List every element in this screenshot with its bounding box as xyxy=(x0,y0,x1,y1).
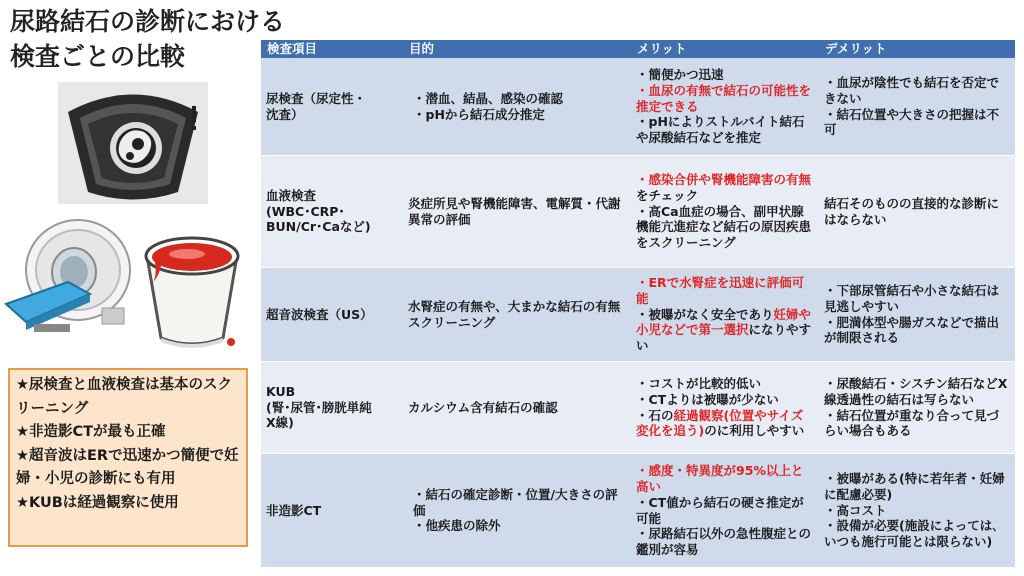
item-line: BUN/Cr･Caなど) xyxy=(266,219,371,235)
cell-purpose xyxy=(403,454,631,568)
item-line: (腎･尿管･膀胱単純 xyxy=(266,399,372,415)
item-line: X線) xyxy=(266,415,294,431)
merit-line: ・CT値から結石の硬さ推定が可能 xyxy=(636,494,804,526)
item-line: 尿検査（尿定性・ xyxy=(266,90,367,106)
demerit-line: ・下部尿管結石や小さな結石は見逃しやすい xyxy=(824,282,1000,314)
demerit-line: ・結石位置や大きさの把握は不可 xyxy=(824,106,1000,138)
merit-line: ・高Ca血症の場合、副甲状腺機能亢進症など結石の原因疾患をスクリーニング xyxy=(636,203,812,251)
cell-merits xyxy=(631,268,819,362)
purpose-line: ・潜血、結晶、感染の確認 xyxy=(413,90,564,106)
merit-line: ・血尿の有無で結石の可能性を推定できる xyxy=(636,82,812,114)
demerit-line: ・肥満体型や腸ガスなどで描出が制限される xyxy=(824,314,1000,346)
header-purpose: 目的 xyxy=(403,40,631,58)
comparison-table xyxy=(261,40,1015,568)
merit-line: ・ERで水腎症を迅速に評価可能 xyxy=(636,275,805,306)
cell-demerits xyxy=(819,268,1015,362)
merit-line: ・尿路結石以外の急性腹症との鑑別が容易 xyxy=(636,526,812,558)
merit-red: ・感染合併や腎機能障害の有無 xyxy=(636,172,812,187)
page-title xyxy=(10,4,286,74)
item-line: 沈査） xyxy=(266,106,304,122)
merit-after: になりやすい xyxy=(636,322,812,354)
merit-suffix: をチェック xyxy=(636,187,699,203)
item-line: KUB xyxy=(266,383,296,399)
purpose-line: ・結石の確定診断・位置/大きさの評価 xyxy=(413,486,618,518)
summary-line: ★非造影CTが最も正確 xyxy=(16,424,166,440)
demerit-line: ・被曝がある(特に若年者・妊婦に配慮必要) xyxy=(824,471,1005,502)
merit-after: のに利用しやすい xyxy=(704,423,805,439)
item-line: 非造影CT xyxy=(266,502,322,518)
demerit-line: ・血尿が陰性でも結石を否定できない xyxy=(824,74,1000,106)
cell-item xyxy=(261,454,403,568)
cell-item xyxy=(261,362,403,454)
demerit-line: ・高コスト xyxy=(824,502,887,518)
summary-line: ★尿検査と血液検査は基本のスクリーニング xyxy=(16,377,232,417)
ultrasound-illustration xyxy=(58,82,208,204)
cell-purpose xyxy=(403,362,631,454)
cell-demerits xyxy=(819,454,1015,568)
cell-merits xyxy=(631,156,819,268)
purpose-line: 炎症所見や腎機能障害、電解質・代謝異常の評価 xyxy=(408,195,621,227)
cell-item xyxy=(261,58,403,156)
purpose-line: カルシウム含有結石の確認 xyxy=(408,399,558,415)
header-demerits: デメリット xyxy=(819,40,1015,58)
merit-line: ・感度・特異度が95%以上と高い xyxy=(636,463,804,494)
demerit-line: ・結石位置が重なり合って見づらい場合もある xyxy=(824,407,1000,439)
cell-item xyxy=(261,268,403,362)
merit-red: 経過観察(位置やサイズ変化を追う) xyxy=(636,407,804,439)
cell-merits xyxy=(631,362,819,454)
cell-purpose xyxy=(403,58,631,156)
header-merits: メリット xyxy=(631,40,819,58)
cell-merits xyxy=(631,454,819,568)
title-line-1: 尿路結石の診断における xyxy=(10,7,286,36)
purpose-line: ・他疾患の除外 xyxy=(413,518,501,534)
merit-line: ・簡便かつ迅速 xyxy=(636,67,724,82)
cell-purpose xyxy=(403,156,631,268)
demerit-line: 結石そのものの直接的な診断にはならない xyxy=(824,195,1000,227)
summary-line: ★超音波はERで迅速かつ簡便で妊婦・小児の診断にも有用 xyxy=(16,447,239,487)
merit-line: ・CTよりは被曝が少ない xyxy=(636,391,779,407)
header-item: 検査項目 xyxy=(261,40,403,58)
merit-line xyxy=(636,408,814,440)
merit-line: ・pHによりストルバイト結石や尿酸結石などを推定 xyxy=(636,114,805,146)
title-line-2: 検査ごとの比較 xyxy=(10,42,186,71)
cell-demerits xyxy=(819,156,1015,268)
ct-scanner-illustration xyxy=(4,212,132,336)
item-line: 超音波検査（US） xyxy=(266,306,373,322)
urine-cup-illustration xyxy=(133,226,251,356)
merit-line xyxy=(636,307,814,354)
merit-line xyxy=(636,172,814,204)
cell-item xyxy=(261,156,403,268)
summary-line: ★KUBは経過観察に使用 xyxy=(16,494,179,511)
merit-text: ・被曝がなく安全であり xyxy=(636,306,774,322)
item-line: 血液検査 xyxy=(266,187,317,203)
purpose-line: 水腎症の有無や、大まかな結石の有無スクリーニング xyxy=(408,298,621,330)
merit-line: ・コストが比較的低い xyxy=(636,375,762,391)
demerit-line: ・尿酸結石・シスチン結石などX線透過性の結石は写らない xyxy=(824,375,1008,407)
cell-demerits xyxy=(819,362,1015,454)
item-line: (WBC･CRP･ xyxy=(266,203,345,219)
demerit-line: ・設備が必要(施設によっては､いつも施行可能とは限らない) xyxy=(824,518,999,550)
purpose-line: ・pHから結石成分推定 xyxy=(413,106,545,122)
cell-demerits xyxy=(819,58,1015,156)
summary-box xyxy=(8,368,248,547)
cell-purpose xyxy=(403,268,631,362)
merit-red: 妊婦や小児などで第一選択 xyxy=(636,306,812,338)
merit-text: ・石の xyxy=(636,407,674,423)
cell-merits xyxy=(631,58,819,156)
